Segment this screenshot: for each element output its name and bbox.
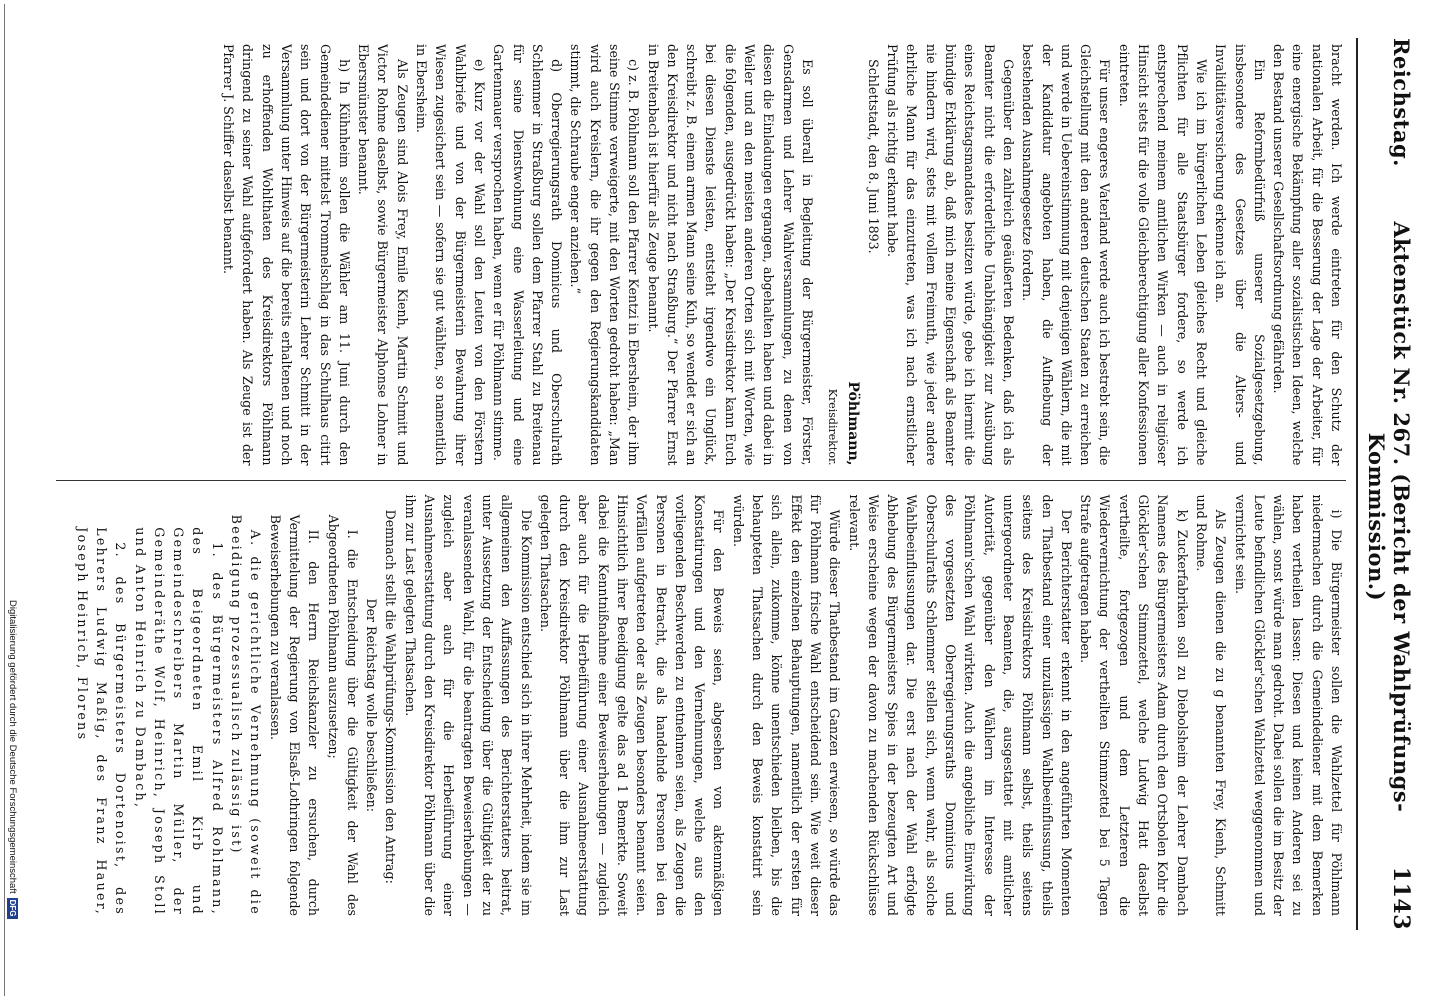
dfg-logo: DFG xyxy=(8,899,18,917)
header-aktenstueck: Aktenstück Nr. 267. xyxy=(1389,221,1414,466)
signature-name: Pöhlmann, xyxy=(844,381,861,466)
signature-block xyxy=(823,44,862,466)
paragraph: Für den Beweis seien, abgesehen von aktenmäßigen Konstatirungen und den Vernehmungen, welche aus den vorliegenden Beschwerden zu entnehmen seien, als Zeugen die Personen in Betracht, die als handelnde Personen bei den Vorfällen aufgetreten oder als Zeugen besonders benannt seien. Hinsichtlich ihrer Beeidigung gelte das ad 1 Bemerkte. Soweit dabei die Kenntnißnahme einer Beweiserhebungen — zugleich aber auch für die Herbeiführung einer Ausnahmeerstattung durch den Kreisdirektor Pöhlmann über die ihm zur Last gelegten Thatsachen. xyxy=(537,494,727,916)
paragraph: h) In Kühnheim sollen die Wähler am 11. Juni durch den Gemeindediener mittelst Trommelschlag in das Schulhaus citirt sein und dort von der Bürgermeisterin Lehrer Schmitt in der Versammlung unter Hinweis auf die bereits erhaltenen und noch zu erhoffenden Wohlthaten des Kreisdirektors Pöhlmann dringend zu seiner Wahl aufgefordert haben. Als Zeuge ist der Pfarrer J. Schiffer daselbst benannt. xyxy=(221,44,352,466)
paragraph: Der Berichterstatter erkennt in den angeführten Momenten den Thatbestand einer unzulässigen Wahlbeeinflussung, theils seitens des Kreisdirektors Pöhlmann selbst, theils seitens untergeordneter Beamten, die, ausgestattet mit amtlicher Autorität, gegenüber den Wählern im Interesse der Pöhlmann'schen Wahl wirkten. Auch die angebliche Einwirkung des vorgesetzten Oberregierungsraths Dominicus und Oberschulraths Schlemmer stellen sich, wenn wahr, als solche Wahlbeeinflussungen dar. Die erst nach der Wahl erfolgte Abhebung des Bürgermeisters Spies in der bezeugten Art und Weise erscheine wegen der davon zu machenden Rückschlüsse relevant. xyxy=(846,494,1074,916)
paragraph: Demnach stellt die Wahlprüfungs-Kommission den Antrag: xyxy=(383,509,399,884)
header-reichstag: Reichstag. xyxy=(1389,38,1414,167)
page-header xyxy=(1356,38,1414,930)
header-subtitle: (Bericht der Wahlprüfungs-Kommission.) xyxy=(1364,432,1414,813)
paragraph: Gegenüber den zahlreich geäußerten Bedenken, daß ich als Beamter nicht die erforderliche Unabhängigkeit zur Ausübung eines Reichstagsmandates besitzen würde, gebe ich hiermit die bündige Erklärung ab, daß mich meine Eigenschaft als Beamter nie hindern wird, stets mit vollem Freimuth, wie jeder andere ehrliche Mann für das einzutreten, was ich nach ernstlicher Prüfung als richtig erkannt habe. xyxy=(885,44,1016,466)
page-number: 1143 xyxy=(1388,866,1414,930)
paragraph: Wie ich im bürgerlichen Leben gleiches Recht und gleiche Pflichten für alle Staatsbürger fordere, so werde ich entsprechend meinem amtlichen Wirken — auch in religiöser Hinsicht stets für die volle Gleichberechtigung aller Konfessionen eintreten. xyxy=(1116,44,1209,466)
place-date: Schlettstadt, den 8. Juni 1893. xyxy=(865,59,881,254)
list-item: I. die Entscheidung über die Gültigkeit der Wahl des Abgeordneten Pöhlmann auszusetzen; xyxy=(325,514,360,916)
paragraph: Es soll überall in Begleitung der Bürgermeister, Förster, Gensdarmen und Lehrer Wahlversammlungen, zu denen von diesen die Einladungen ergangen, abgehalten haben und dabei in Weiler und an den meisten anderen Orten sich mit Worten, wie die folgenden, ausgedrückt haben: „Der Kreisdirektor kann Euch bei diesen Dienste leisten, entsteht irgendwo ein Unglück, schreibt z. B. einem armen Mann seine Kuh, so wendet er sich an den Kreisdirektor und nicht nach Straßburg.“ Der Pfarrer Ernst in Breitenbach ist hierfür als Zeuge benannt. xyxy=(645,44,815,466)
paragraph: c) z. B. Pöhlmann soll den Pfarrer Kentzi in Ebersheim, der ihm seine Stimme verweigerte, mit den Worten gedroht haben: „Man wird auch Kreislern, die ihr gegen den Regierungskandidaten stimmt, die Schraube enger anziehen.“ xyxy=(568,44,642,466)
right-column xyxy=(56,480,1346,931)
paragraph: Ein Reformbedürfniß unserer Sozialgesetzgebung, insbesondere des Gesetzes über die Alters- und Invaliditätsversicherung erkenne ich an. xyxy=(1213,44,1267,466)
list-item: 1. des Bürgermeisters Alfred Rohlmann, des Beigeordneten Emil Kirb und Gemeindeschreibers Martin Müller, der Gemeinderäthe Wolf, Heinrich, Joseph Stoll und Anton Heinrich zu Dambach, xyxy=(132,527,225,916)
digitization-text: Digitalisierung gefördert durch die Deutsche Forschungsgemeinschaft xyxy=(7,600,19,894)
list-item: II. den Herrn Reichskanzler zu ersuchen, durch Vermittelung der Regierung von Elsaß-Lothringen folgende Beweiserhebungen zu veranlassen. xyxy=(267,514,322,916)
resolution-heading: Der Reichstag wolle beschließen: xyxy=(364,598,380,813)
list-item: A. die gerichtliche Vernehmung (soweit die Beeidigung prozessualisch zulässig ist) xyxy=(229,514,264,916)
paragraph: i) Die Bürgermeister sollen die Wahlzettel für Pöhlmann niedermachen durch die Gemeindediener mit dem Bemerken haben vertheilen lassen: Diesen und keinen Anderen sei zu wählen, sonst würde man gedroht. Dabei sollen die im Besitz der Leute befindlichen Glöckler'schen Wahlzettel weggenommen und vernichtet sein. xyxy=(1232,494,1344,916)
paragraph: Würde dieser Thatbestand im Ganzen erwiesen, so würde das für Pöhlmann frische Wahl entscheidend sein. Wie weit dieser Effekt den einzelnen Behauptungen, namentlich der ersten für sich allein, zukomme, könne unentschieden bleiben, bis die behaupteten Thatsachen durch den Beweis konstatirt sein würden. xyxy=(730,494,843,916)
paragraph: Die Kommission entschied sich in ihrer Mehrheit, indem sie im allgemeinen den Auffassungen des Berichterstatters beitrat, unter Aussetzung der Entscheidung über die Gültigkeit der zu veranlassenden Wahl, für die beantragten Beweiserhebungen — zugleich aber auch für die Herbeiführung einer Ausnahmeerstattung durch den Kreisdirektor Pöhlmann über die ihm zur Last gelegten Thatsachen. xyxy=(402,494,534,916)
left-column xyxy=(56,38,1346,480)
signature-title: Kreisdirektor. xyxy=(826,388,840,466)
paragraph: Für unser engeres Vaterland werde auch ich bestrebt sein, die Gleichstellung mit den anderen deutschen Staaten zu erreichen und werde in Uebereinstimmung mit denjenigen Wählern, die mit der Kandidatur angeboten haben, die Aufhebung der bestehenden Ausnahmegesetze fordern. xyxy=(1020,44,1113,466)
paragraph: d) Oberregierungsrath Dominicus und Oberschulrath Schlemmer in Straßburg sollen dem Pfarrer Stahl zu Breitenau für seine Dienstwohnung eine Wasserleitung und eine Gartenmauer versprochen haben, wenn er für Pöhlmann stimme. xyxy=(491,44,565,466)
paragraph: k) Zuckerfabriken soll zu Diebolsheim der Lehrer Dambach Namens des Bürgermeisters Adam durch den Ortsbolen Kohr die Glöckler'schen Stimmzettel, welche Ludwig Hatt daselbst vertheilte, fortgezogen und dem Letzteren die Wiedervernichtung der vertheilten Stimmzettel bei 5 Tagen Strafe aufgetragen haben. xyxy=(1078,494,1190,916)
list-item: 2. des Bürgermeisters Dortenoist, des Lehrers Ludwig Maßig, des Franz Hauer, Joseph Heinrich, Florens xyxy=(74,527,129,916)
paragraph: Als Zeugen dienen die zu g benannten Frey, Kienh, Schmitt und Rohme. xyxy=(1193,494,1229,916)
paragraph: Als Zeugen sind Alois Frey, Emile Kienh, Martin Schmitt und Victor Rohme daselbst, sowie Bürgermeister Alphonse Lohner in Ebersmünster benannt. xyxy=(356,44,410,466)
header-title xyxy=(1364,167,1414,867)
paragraph: e) Kurz vor der Wahl soll den Leuten von den Förstern Wahlbriefe und von der Bürgermeisterin Bewahrung ihrer Wiesen zugesichert sein — sofern sie gut wählten, so namentlich in Ebersheim. xyxy=(414,44,487,466)
text-columns xyxy=(56,38,1346,930)
paragraph: bracht werden. Ich werde eintreten für den Schutz der nationalen Arbeit, für die Besserung der Lage der Arbeiter, für eine energische Bekämpfung aller sozialistischen Ideen, welche den Bestand unserer Gesellschaftsordnung gefährden. xyxy=(1271,44,1344,466)
